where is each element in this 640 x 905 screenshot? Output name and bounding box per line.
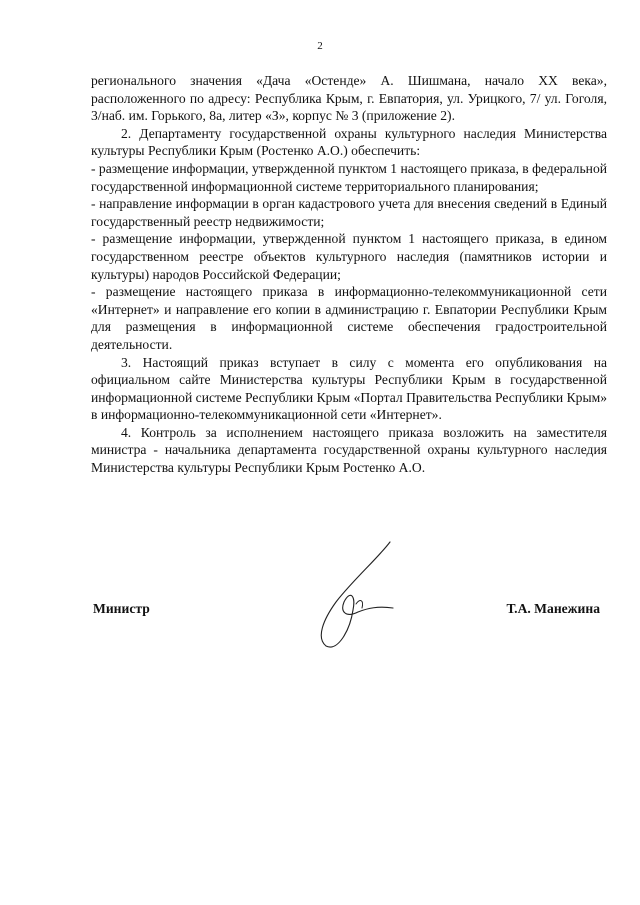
page-number: 2 — [317, 40, 323, 52]
paragraph-bullet-3: - размещение информации, утвержденной пунктом 1 настоящего приказа, в едином государственном реестре объектов культурного наследия (памятников истории и культуры) народов Российской Федерации; — [91, 231, 607, 282]
paragraph-bullet-2: - направление информации в орган кадастрового учета для внесения сведений в Единый государственный реестр недвижимости; — [91, 196, 607, 229]
paragraph-item-3: 3. Настоящий приказ вступает в силу с момента его опубликования на официальном сайте Министерства культуры Республики Крым в государственной информационной системе Республики Крым «Портал Правительства Республики Крым» в информационно-телекоммуникационной сети «Интернет». — [91, 354, 607, 423]
paragraph-item-2: 2. Департаменту государственной охраны культурного наследия Министерства культуры Республики Крым (Ростенко А.О.) обеспечить: — [91, 125, 607, 159]
document-body — [91, 72, 607, 477]
paragraph-bullet-4: - размещение настоящего приказа в информационно-телекоммуникационной сети «Интернет» и направление его копии в администрацию г. Евпатории Республики Крым для размещения в информационной системе обеспечения градостроительной деятельности. — [91, 284, 607, 352]
signatory-name: Т.А. Манежина — [506, 601, 600, 616]
paragraph-item-4: 4. Контроль за исполнением настоящего приказа возложить на заместителя министра - начальника департамента государственной охраны культурного наследия Министерства культуры Республики Крым Ростенко А.О. — [91, 424, 607, 476]
signature-block — [0, 540, 640, 650]
signatory-title: Министр — [93, 601, 150, 616]
handwritten-signature — [298, 540, 408, 650]
paragraph-bullet-1: - размещение информации, утвержденной пунктом 1 настоящего приказа, в федеральной государственной информационной системе территориального планирования; — [91, 160, 608, 194]
paragraph-continuation: регионального значения «Дача «Остенде» А. Шишмана, начало XX века», расположенного по адресу: Республика Крым, г. Евпатория, ул. Урицкого, 7/ ул. Гоголя, 3/наб. им. Горького, 8а, литер «З», корпус № 3 (приложение 2). — [91, 73, 607, 124]
